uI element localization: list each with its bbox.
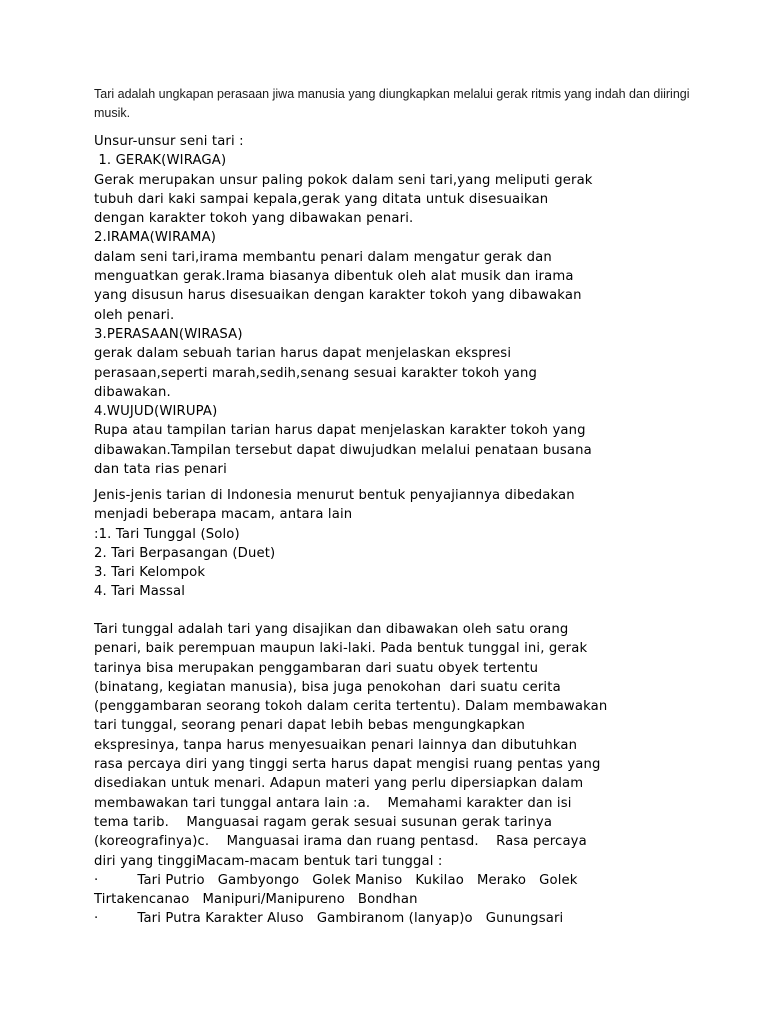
text-line: · Tari Putra Karakter Aluso Gambiranom (lanyap)o Gunungsari [94, 911, 564, 927]
unsur-seni-tari-section [94, 132, 714, 479]
text-line: gerak dalam sebuah tarian harus dapat menjelaskan ekspresi [94, 346, 512, 362]
text-line: dengan karakter tokoh yang dibawakan penari. [94, 211, 414, 227]
text-line: dalam seni tari,irama membantu penari dalam mengatur gerak dan [94, 249, 552, 265]
jenis-tarian-section [94, 486, 714, 602]
text-line: 2. Tari Berpasangan (Duet) [94, 545, 276, 561]
text-line: tari tunggal, seorang penari dapat lebih bebas mengungkapkan [94, 718, 526, 734]
text-line: Tari tunggal adalah tari yang disajikan dan dibawakan oleh satu orang [94, 622, 569, 637]
text-line: 2.IRAMA(WIRAMA) [94, 230, 217, 246]
text-line: tubuh dari kaki sampai kepala,gerak yang ditata untuk disesuaikan [94, 191, 549, 207]
text-line: diri yang tinggiMacam-macam bentuk tari tunggal : [94, 853, 443, 869]
text-line: tema tarib. Manguasai ragam gerak sesuai susunan gerak tarinya [94, 814, 553, 830]
text-line: tarinya bisa merupakan penggambaran dari suatu obyek tertentu [94, 660, 539, 676]
text-line: oleh penari. [94, 307, 175, 323]
text-line: Tirtakencanao Manipuri/Manipureno Bondhan [94, 892, 418, 908]
tari-tunggal-section [94, 620, 714, 929]
text-line: yang disusun harus disesuaikan dengan karakter tokoh yang dibawakan [94, 288, 582, 304]
text-line: dibawakan.Tampilan tersebut dapat diwujudkan melalui penataan busana [94, 442, 592, 458]
text-line: 4.WUJUD(WIRUPA) [94, 404, 218, 420]
text-line: rasa percaya diri yang tinggi serta harus dapat mengisi ruang pentas yang [94, 757, 601, 773]
text-line: (koreografinya)c. Manguasai irama dan ruang pentasd. Rasa percaya [94, 834, 587, 850]
text-line: 3. Tari Kelompok [94, 565, 206, 581]
intro-paragraph: Tari adalah ungkapan perasaan jiwa manusia yang diungkapkan melalui gerak ritmis yang indah dan diiringi musik. [94, 87, 690, 120]
text-line: perasaan,seperti marah,sedih,senang sesuai karakter tokoh yang [94, 365, 537, 381]
text-line: Gerak merupakan unsur paling pokok dalam seni tari,yang meliputi gerak [94, 172, 593, 188]
text-line: disediakan untuk menari. Adapun materi yang perlu dipersiapkan dalam [94, 776, 584, 792]
text-line: Jenis-jenis tarian di Indonesia menurut bentuk penyajiannya dibedakan [94, 488, 575, 503]
text-line: Rupa atau tampilan tarian harus dapat menjelaskan karakter tokoh yang [94, 423, 586, 439]
text-line: 1. GERAK(WIRAGA) [94, 153, 227, 169]
text-line: (binatang, kegiatan manusia), bisa juga penokohan dari suatu cerita [94, 679, 561, 695]
text-line: menjadi beberapa macam, antara lain [94, 507, 353, 523]
text-line: :1. Tari Tunggal (Solo) [94, 526, 240, 542]
text-line: 3.PERASAAN(WIRASA) [94, 326, 243, 342]
text-line: Unsur-unsur seni tari : [94, 134, 244, 149]
text-line: menguatkan gerak.Irama biasanya dibentuk oleh alat musik dan irama [94, 269, 574, 285]
text-line: · Tari Putrio Gambyongo Golek Maniso Kukilao Merako Golek [94, 872, 578, 888]
text-line: dan tata rias penari [94, 462, 227, 478]
text-line: penari, baik perempuan maupun laki-laki. Pada bentuk tunggal ini, gerak [94, 641, 588, 657]
text-line: 4. Tari Massal [94, 584, 186, 600]
text-line: membawakan tari tunggal antara lain :a. Memahami karakter dan isi [94, 795, 572, 811]
text-line: dibawakan. [94, 384, 171, 400]
text-line: (penggambaran seorang tokoh dalam cerita tertentu). Dalam membawakan [94, 699, 608, 715]
text-line: ekspresinya, tanpa harus menyesuaikan penari lainnya dan dibutuhkan [94, 737, 578, 753]
